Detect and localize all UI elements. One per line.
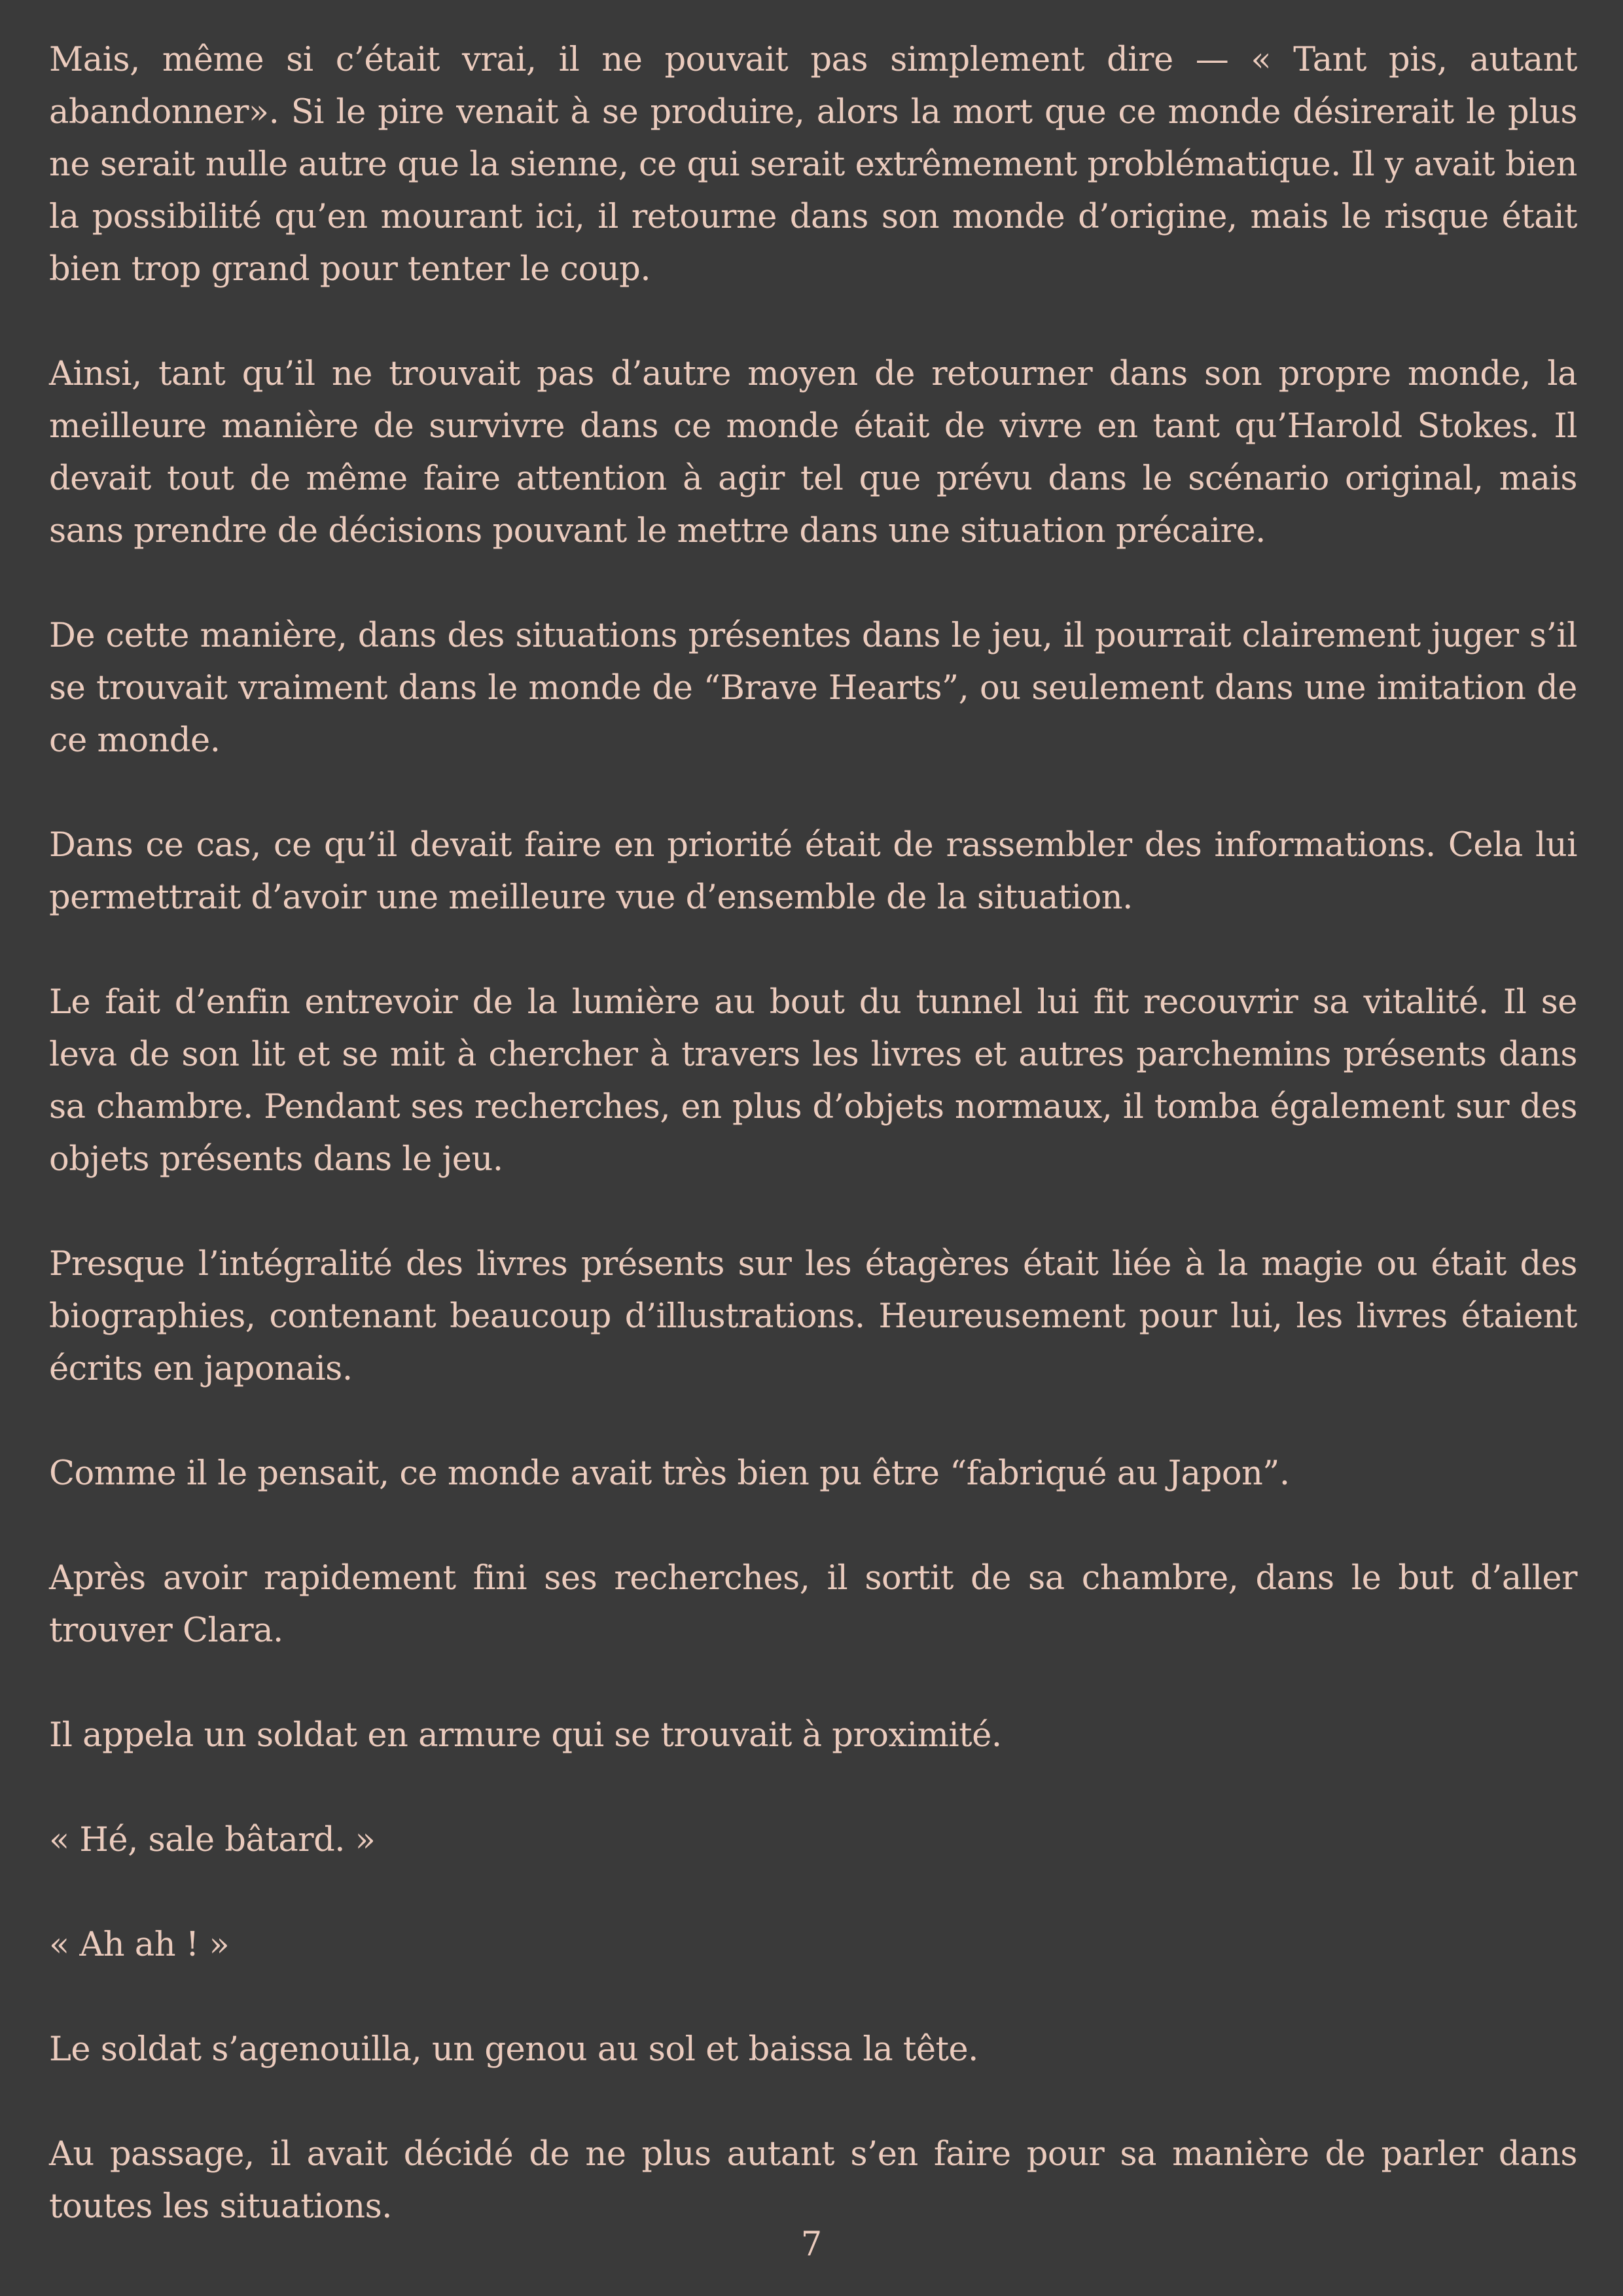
page-number: 7 bbox=[800, 2225, 823, 2264]
paragraph-9: Il appela un soldat en armure qui se trouvait à proximité. bbox=[49, 1716, 1002, 1755]
paragraph-6: Presque l’intégralité des livres présents sur les étagères était liée à la magie ou était des biographies, contenant beaucoup d’illustrations. Heureusement pour lui, les livres étaient écrits en japonais. bbox=[49, 1245, 1577, 1388]
paragraph-2: Ainsi, tant qu’il ne trouvait pas d’autre moyen de retourner dans son propre monde, la meilleure manière de survivre dans ce monde était de vivre en tant qu’Harold Stokes. Il devait tout de même faire attention à agir tel que prévu dans le scénario original, mais sans prendre de décisions pouvant le mettre dans une situation précaire. bbox=[49, 355, 1577, 550]
paragraph-11: Au passage, il avait décidé de ne plus autant s’en faire pour sa manière de parler dans toutes les situations. bbox=[49, 2135, 1577, 2226]
dialogue-line-1: « Hé, sale bâtard. » bbox=[49, 1821, 376, 1859]
page-body bbox=[49, 34, 1577, 2286]
paragraph-5: Le fait d’enfin entrevoir de la lumière au bout du tunnel lui fit recouvrir sa vitalité. Il se leva de son lit et se mit à chercher à travers les livres et autres parchemins présents dans sa chambre. Pendant ses recherches, en plus d’objets normaux, il tomba également sur des objets présents dans le jeu. bbox=[49, 983, 1577, 1179]
paragraph-10: Le soldat s’agenouilla, un genou au sol et baissa la tête. bbox=[49, 2030, 978, 2069]
paragraph-8: Après avoir rapidement fini ses recherches, il sortit de sa chambre, dans le but d’aller trouver Clara. bbox=[49, 1559, 1577, 1650]
paragraph-4: Dans ce cas, ce qu’il devait faire en priorité était de rassembler des informations. Cela lui permettrait d’avoir une meilleure vue d’ensemble de la situation. bbox=[49, 826, 1577, 917]
dialogue-line-2: « Ah ah ! » bbox=[49, 1926, 230, 1964]
paragraph-1: Mais, même si c’était vrai, il ne pouvait pas simplement dire — « Tant pis, autant abandonner». Si le pire venait à se produire, alors la mort que ce monde désirerait le plus ne serait nulle autre que la sienne, ce qui serait extrêmement problématique. Il y avait bien la possibilité qu’en mourant ici, il retourne dans son monde d’origine, mais le risque était bien trop grand pour tenter le coup. bbox=[49, 41, 1577, 289]
paragraph-7: Comme il le pensait, ce monde avait très bien pu être “fabriqué au Japon”. bbox=[49, 1454, 1290, 1493]
paragraph-3: De cette manière, dans des situations présentes dans le jeu, il pourrait clairement juger s’il se trouvait vraiment dans le monde de “Brave Hearts”, ou seulement dans une imitation de ce monde. bbox=[49, 617, 1577, 760]
